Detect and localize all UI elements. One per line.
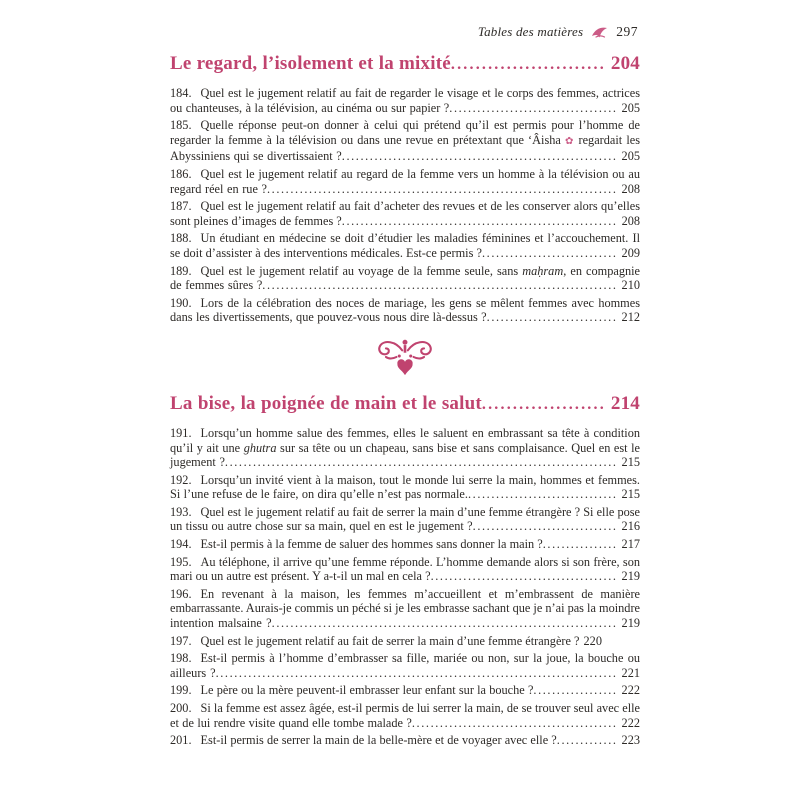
leader-dots: ............................ <box>486 310 618 325</box>
leader-dots: .................................................................................... <box>224 455 618 470</box>
entry-number: 198. <box>170 651 192 666</box>
page-content <box>170 24 640 751</box>
entry-page-number: 221 <box>621 665 640 680</box>
entry-page-number: 223 <box>621 733 640 748</box>
entry-page-number: 215 <box>621 455 640 470</box>
entry-number: 190. <box>170 295 192 310</box>
toc-entry <box>170 537 640 552</box>
transliterated-term: ghutra <box>243 440 277 455</box>
honorific-flower-icon: ✿ <box>564 135 575 147</box>
entry-text: Un étudiant en médecine se doit d’étudier les maladies féminines et l’accouchement. Il se doit d’assister à des interventions médicales. Est-ce permis ? <box>170 231 640 260</box>
entry-page-number: 205 <box>621 100 640 115</box>
entry-page-number: 216 <box>621 519 640 534</box>
toc-entry <box>170 231 640 260</box>
entry-text: Quel est le jugement relatif au regard de la femme vers un homme à la télévision ou au regard réel en rue ? <box>170 166 640 196</box>
section-title-regard <box>170 52 640 77</box>
leader-dots: ............................... <box>472 519 618 534</box>
entry-page-number: 205 <box>621 149 640 164</box>
toc-entry <box>170 86 640 115</box>
running-header <box>170 24 640 40</box>
entry-number: 185. <box>170 118 192 133</box>
toc-entry <box>170 296 640 325</box>
toc-entry <box>170 118 640 164</box>
toc-entry <box>170 505 640 534</box>
entry-text: Est-il permis à la femme de saluer des hommes sans donner la main ? <box>200 537 543 552</box>
leader-dots: ................................ <box>467 487 618 502</box>
entry-text: Est-il permis de serrer la main de la belle-mère et de voyager avec elle ? <box>200 733 557 748</box>
toc-entry <box>170 167 640 196</box>
toc-entry <box>170 651 640 680</box>
entry-text: Le père ou la mère peuvent-il embrasser leur enfant sur la bouche ? <box>200 683 534 698</box>
toc-entry <box>170 701 640 730</box>
leader-dots: .................. <box>533 683 618 698</box>
leader-dots: ........................................ <box>430 569 618 584</box>
leader-dots: ............................................................................ <box>262 278 618 293</box>
entry-page-number: 220 <box>583 633 602 648</box>
toc-entry <box>170 426 640 470</box>
leader-dots: ............................. <box>481 245 618 260</box>
entry-page-number: 208 <box>621 213 641 228</box>
leader-dots: ......................... <box>450 56 606 73</box>
floral-leaf-icon <box>591 26 608 39</box>
toc-entry <box>170 733 640 748</box>
entry-text: Si la femme est assez âgée, est-il permis de lui serrer la main, de se trouver seul avec elle et de lui rendre visite quand elle tombe malade ? <box>170 701 640 730</box>
leader-dots: ................ <box>542 537 618 552</box>
entry-text: Quel est le jugement relatif au fait de serrer la main d’une femme étrangère ? <box>200 633 580 648</box>
entry-number: 187. <box>170 199 192 214</box>
leader-dots: ............................................ <box>411 715 618 730</box>
toc-entries-section-2 <box>170 426 640 748</box>
entry-page-number: 217 <box>621 537 640 552</box>
section-divider <box>170 337 640 382</box>
entry-number: 191. <box>170 425 192 440</box>
toc-entry <box>170 587 640 631</box>
entry-number: 194. <box>170 537 192 552</box>
entry-text: Lors de la célébration des noces de mariage, les gens se mêlent femmes avec hommes dans les divertissements, que pouvez-vous nous dire là-dessus ? <box>170 295 640 325</box>
entry-text: Quel est le jugement relatif au fait d’acheter des revues et de les conserver alors qu’elles sont pleines d’images de femmes ? <box>170 199 640 228</box>
section-title-bise <box>170 392 640 417</box>
entry-text: Au téléphone, il arrive qu’une femme réponde. L’homme demande alors si son frère, son mari ou un autre est présent. Y a-t-il un mal en cela ? <box>170 554 640 584</box>
entry-page-number: 215 <box>621 487 640 502</box>
entry-text: Quel est le jugement relatif au fait de serrer la main d’une femme étrangère ? Si elle pose un tissu ou autre chose sur sa main, quel en est le jugement ? <box>170 504 640 534</box>
entry-text: Quel est le jugement relatif au fait de regarder le visage et le corps des femmes, actrices ou chanteuses, à la télévision, au cinéma ou sur papier ? <box>170 86 640 115</box>
entry-text: En revenant à la maison, les femmes m’accueillent et m’embrassent de manière embarrassante. Aurais-je commis un péché si je les embrasse sachant que je n’ai pas la moindre intention malsaine ? <box>170 586 640 631</box>
toc-entry <box>170 264 640 293</box>
section-title-text: La bise, la poignée de main et le salut <box>170 392 482 414</box>
entry-page-number: 212 <box>621 310 640 325</box>
entry-number: 192. <box>170 472 192 487</box>
entry-number: 193. <box>170 504 192 519</box>
leader-dots: ........................................................... <box>341 213 618 228</box>
leader-dots: .................... <box>481 395 606 413</box>
entry-page-number: 210 <box>621 278 640 293</box>
entry-page-number: 209 <box>621 245 640 260</box>
entry-number: 201. <box>170 733 192 748</box>
leader-dots: ........................................................................... <box>266 181 618 196</box>
entry-number: 199. <box>170 683 192 698</box>
section-page-number: 204 <box>610 53 640 74</box>
entry-text: Lorsqu’un homme salue des femmes, elles le saluent en embrassant sa tête à condition qu’il y ait une ghutra sur sa tête ou un chapeau, sans bise et sans complaisance. Quel en est le jugement ? <box>170 425 641 470</box>
entry-number: 189. <box>170 263 192 278</box>
running-title: Tables des matières <box>477 24 584 39</box>
entry-page-number: 222 <box>621 683 640 698</box>
entry-number: 195. <box>170 554 192 569</box>
folio-page-number: 297 <box>616 24 638 39</box>
entry-text: Quelle réponse peut-on donner à celui qui prétend qu’il est permis pour l’homme de regarder la femme à la télévision ou dans une revue en prétextant que ‘Âisha ✿ regardait les Abyssiniens qui se divertissaient ? <box>170 118 640 164</box>
leader-dots: ...................................................................................... <box>215 665 618 680</box>
toc-entry <box>170 683 640 698</box>
toc-entry <box>170 473 640 502</box>
entry-number: 200. <box>170 701 192 715</box>
leader-dots: ............. <box>556 733 618 748</box>
entry-page-number: 219 <box>621 569 640 584</box>
section-page-number: 214 <box>610 392 640 414</box>
leader-dots: .................................... <box>449 100 618 115</box>
entry-text: Est-il permis à l’homme d’embrasser sa fille, mariée ou non, sur la joue, la bouche ou ailleurs ? <box>170 651 640 680</box>
entry-text: Lorsqu’un invité vient à la maison, tout le monde lui serre la main, hommes et femmes. Si l’une refuse de le faire, on dira qu’elle n’est pas normale. <box>170 472 640 502</box>
toc-entries-section-1 <box>170 86 640 325</box>
transliterated-term: maḥram <box>522 263 564 278</box>
entry-page-number: 219 <box>621 616 640 631</box>
leader-dots: ........................................................... <box>341 149 618 164</box>
toc-entry <box>170 634 640 649</box>
entry-number: 188. <box>170 231 192 246</box>
entry-number: 197. <box>170 633 192 648</box>
section-title-text: Le regard, l’isolement et la mixité <box>170 53 451 74</box>
toc-entry <box>170 199 640 228</box>
floral-fleuron-icon <box>375 337 435 377</box>
entry-text: Quel est le jugement relatif au voyage de la femme seule, sans maḥram, en compagnie de femmes sûres ? <box>170 263 640 293</box>
toc-entry <box>170 555 640 584</box>
entry-page-number: 208 <box>621 181 640 196</box>
entry-number: 184. <box>170 86 192 100</box>
entry-number: 196. <box>170 586 192 601</box>
entry-number: 186. <box>170 166 192 181</box>
entry-page-number: 222 <box>621 715 640 730</box>
leader-dots: .......................................................................... <box>271 616 618 631</box>
